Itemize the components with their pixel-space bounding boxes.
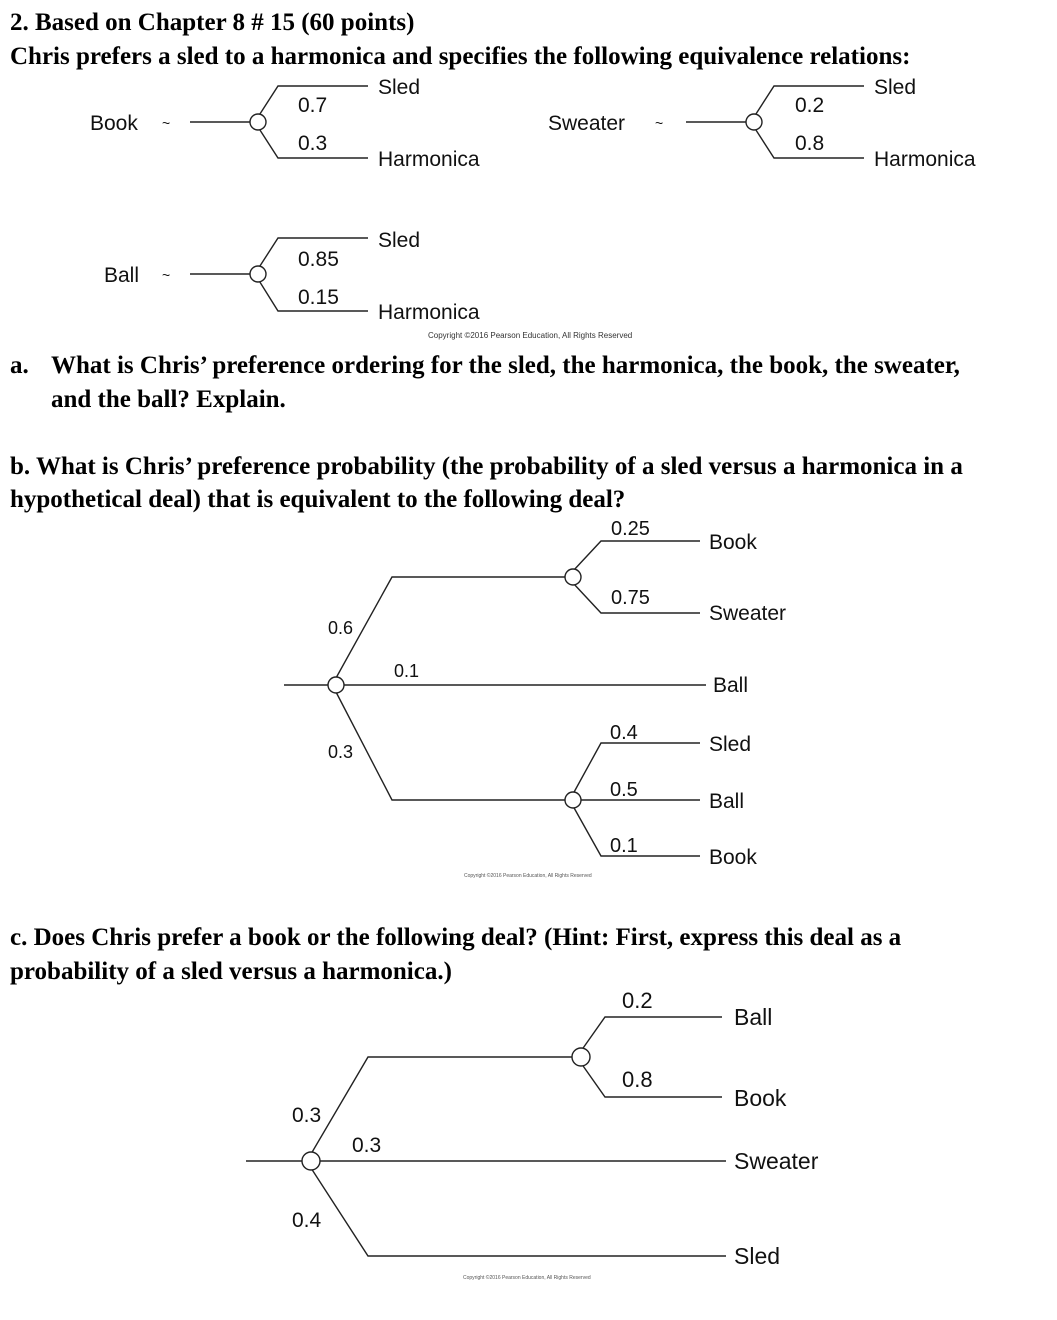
deal-c-upper-outcome-1: Ball (734, 1004, 773, 1030)
sweater-p-top: 0.2 (795, 94, 825, 117)
sweater-outcome-bottom: Harmonica (874, 148, 976, 171)
book-p-bottom: 0.3 (298, 132, 328, 155)
deal-c-upper-prob-1: 0.2 (622, 988, 653, 1013)
deal-b-root-prob-3: 0.3 (328, 742, 354, 762)
question-a-line1: What is Chris’ preference ordering for the sled, the harmonica, the book, the sweater, (51, 352, 960, 379)
deal-b-lower-outcome-1: Sled (709, 733, 752, 756)
deal-b-upper-prob-1: 0.25 (611, 518, 650, 540)
book-equivalence (90, 76, 480, 171)
sweater-tilde: ~ (655, 115, 664, 131)
ball-outcome-bottom: Harmonica (378, 301, 480, 324)
question-b-line1: b. What is Chris’ preference probability (the probability of a sled versus a harmonica in a (10, 453, 963, 480)
sweater-label: Sweater (548, 112, 626, 135)
question-a-line2: and the ball? Explain. (51, 386, 286, 413)
deal-c-root-prob-3: 0.4 (292, 1209, 322, 1232)
deal-b-lower-prob-3: 0.1 (610, 835, 638, 857)
copyright-notice-b: Copyright ©2016 Pearson Education, All Rights Reserved (464, 873, 592, 879)
copyright-notice: Copyright ©2016 Pearson Education, All Rights Reserved (428, 331, 633, 340)
question-c-line1: c. Does Chris prefer a book or the following deal? (Hint: First, express this deal as a (10, 924, 902, 951)
deal-c-upper-outcome-2: Book (734, 1085, 787, 1111)
deal-b-upper-prob-2: 0.75 (611, 587, 650, 609)
deal-c-root-prob-1: 0.3 (292, 1104, 322, 1127)
deal-c-lower-outcome: Sled (734, 1243, 781, 1269)
sweater-equivalence (548, 76, 976, 171)
deal-b-upper-outcome-2: Sweater (709, 602, 787, 625)
deal-c-middle-outcome: Sweater (734, 1148, 819, 1174)
question-c-line2: probability of a sled versus a harmonica.) (10, 958, 452, 985)
ball-label: Ball (104, 264, 140, 287)
deal-b-root-prob-2: 0.1 (394, 661, 420, 681)
sweater-p-bottom: 0.8 (795, 132, 825, 155)
deal-b-upper-outcome-1: Book (709, 531, 757, 554)
ball-tilde: ~ (162, 267, 171, 283)
book-tilde: ~ (162, 115, 171, 131)
ball-equivalence (104, 229, 480, 324)
heading: 2. Based on Chapter 8 # 15 (60 points) (10, 9, 415, 36)
ball-outcome-top: Sled (378, 229, 421, 252)
deal-b-lower-prob-2: 0.5 (610, 779, 638, 801)
deal-c-root-prob-2: 0.3 (352, 1134, 382, 1157)
question-b-line2: hypothetical deal) that is equivalent to the following deal? (10, 486, 626, 513)
deal-c-tree (246, 988, 819, 1281)
deal-b-lower-prob-1: 0.4 (610, 722, 638, 744)
book-p-top: 0.7 (298, 94, 328, 117)
deal-c-upper-prob-2: 0.8 (622, 1067, 653, 1092)
book-outcome-top: Sled (378, 76, 421, 99)
question-a-marker: a. (10, 352, 29, 379)
deal-b-lower-outcome-2: Ball (709, 790, 745, 813)
deal-b-root-prob-1: 0.6 (328, 618, 354, 638)
ball-p-top: 0.85 (298, 248, 339, 271)
book-label: Book (90, 112, 138, 135)
intro-text: Chris prefers a sled to a harmonica and specifies the following equivalence relations: (10, 43, 911, 70)
deal-b-lower-outcome-3: Book (709, 846, 757, 869)
deal-b-tree (284, 518, 786, 879)
deal-b-middle-outcome: Ball (713, 674, 749, 697)
ball-p-bottom: 0.15 (298, 286, 339, 309)
copyright-notice-c: Copyright ©2016 Pearson Education, All Rights Reserved (463, 1275, 591, 1281)
sweater-outcome-top: Sled (874, 76, 917, 99)
book-outcome-bottom: Harmonica (378, 148, 480, 171)
